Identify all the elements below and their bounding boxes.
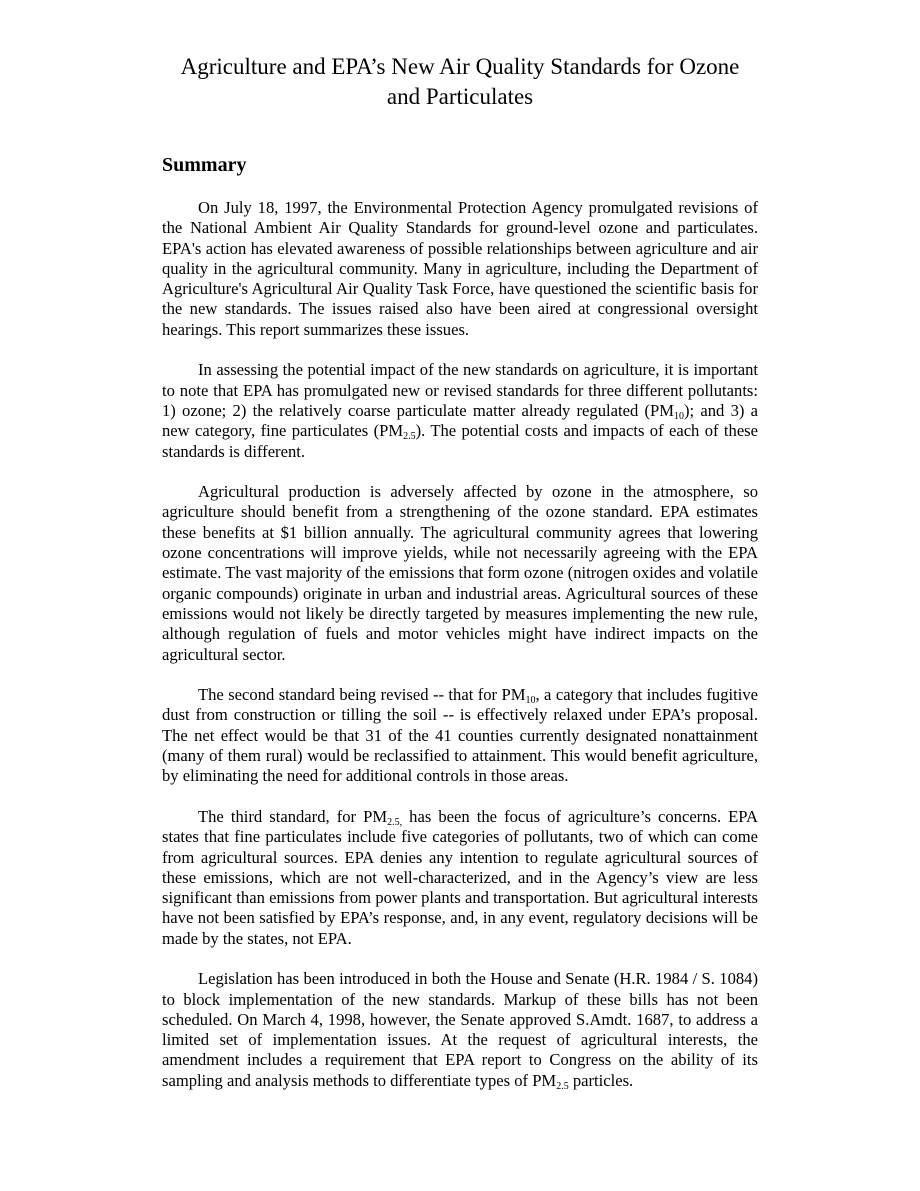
summary-paragraph [162, 807, 758, 949]
summary-paragraph [162, 198, 758, 340]
paragraph-text: , a category that includes fugitive dust from construction or tilling the soil -- is effectively relaxed under EPA’s proposal. The net effect would be that 31 of the 41 counties currently designated nonattainment (many of them rural) would be reclassified to attainment. This would benefit agriculture, by eliminating the need for additional controls in those areas. [162, 685, 758, 786]
subscript: 10 [674, 410, 685, 422]
paragraph-text: The second standard being revised -- that for PM [198, 685, 526, 705]
paragraph-text: Legislation has been introduced in both the House and Senate (H.R. 1984 / S. 1084) to block implementation of the new standards. Markup of these bills has not been scheduled. On March 4, 1998, however, the Senate approved S.Amdt. 1687, to address a limited set of implementation issues. At the request of agricultural interests, the amendment includes a requirement that EPA report to Congress on the ability of its sampling and analysis methods to differentiate types of PM [162, 969, 758, 1090]
subscript: 2.5 [403, 431, 416, 443]
paragraph-text: Agricultural production is adversely affected by ozone in the atmosphere, so agriculture should benefit from a strengthening of the ozone standard. EPA estimates these benefits at $1 billion annually. The agricultural community agrees that lowering ozone concentrations will improve yields, while not necessarily agreeing with the EPA estimate. The vast majority of the emissions that form ozone (nitrogen oxides and volatile organic compounds) originate in urban and industrial areas. Agricultural sources of these emissions would not likely be directly targeted by measures implementing the new rule, although regulation of fuels and motor vehicles might have indirect impacts on the agricultural sector. [162, 482, 759, 664]
paragraph-text: particles. [568, 1070, 634, 1090]
paragraph-text: ). The potential costs and impacts of each of these standards is different. [162, 421, 759, 461]
subscript: 2.5 [556, 1080, 569, 1092]
summary-paragraph [162, 482, 758, 665]
section-heading-summary: Summary [162, 154, 247, 176]
paragraph-text: In assessing the potential impact of the new standards on agriculture, it is important to note that EPA has promulgated new or revised standards for three different pollutants: 1) ozone; 2) the relatively coarse particulate matter already regulated (PM [162, 360, 758, 420]
paragraph-text: The third standard, for PM [198, 806, 388, 826]
document-body [162, 198, 758, 1091]
paragraph-text: has been the focus of agriculture’s concerns. EPA states that fine particulates include five categories of pollutants, two of which can come from agricultural sources. EPA denies any intention to regulate agricultural sources of these emissions, which are not well-characterized, and in the Agency’s view are less significant than emissions from power plants and transportation. But agricultural interests have not been satisfied by EPA’s response, and, in any event, regulatory decisions will be made by the states, not EPA. [162, 806, 758, 948]
summary-paragraph [162, 360, 758, 461]
subscript: 10 [525, 695, 536, 707]
subscript: 2.5, [387, 816, 403, 828]
document-page [162, 52, 758, 1111]
paragraph-text: ); and 3) a new category, fine particulates (PM [162, 400, 759, 441]
summary-paragraph [162, 685, 758, 786]
summary-paragraph [162, 969, 758, 1091]
paragraph-text: On July 18, 1997, the Environmental Protection Agency promulgated revisions of the National Ambient Air Quality Standards for ground-level ozone and particulates. EPA's action has elevated awareness of possible relationships between agriculture and air quality in the agricultural community. Many in agriculture, including the Department of Agriculture's Agricultural Air Quality Task Force, have questioned the scientific basis for the new standards. The issues raised also have been aired at congressional oversight hearings. This report summarizes these issues. [162, 198, 758, 339]
document-title: Agriculture and EPA’s New Air Quality Standards for Ozone and Particulates [180, 54, 740, 109]
